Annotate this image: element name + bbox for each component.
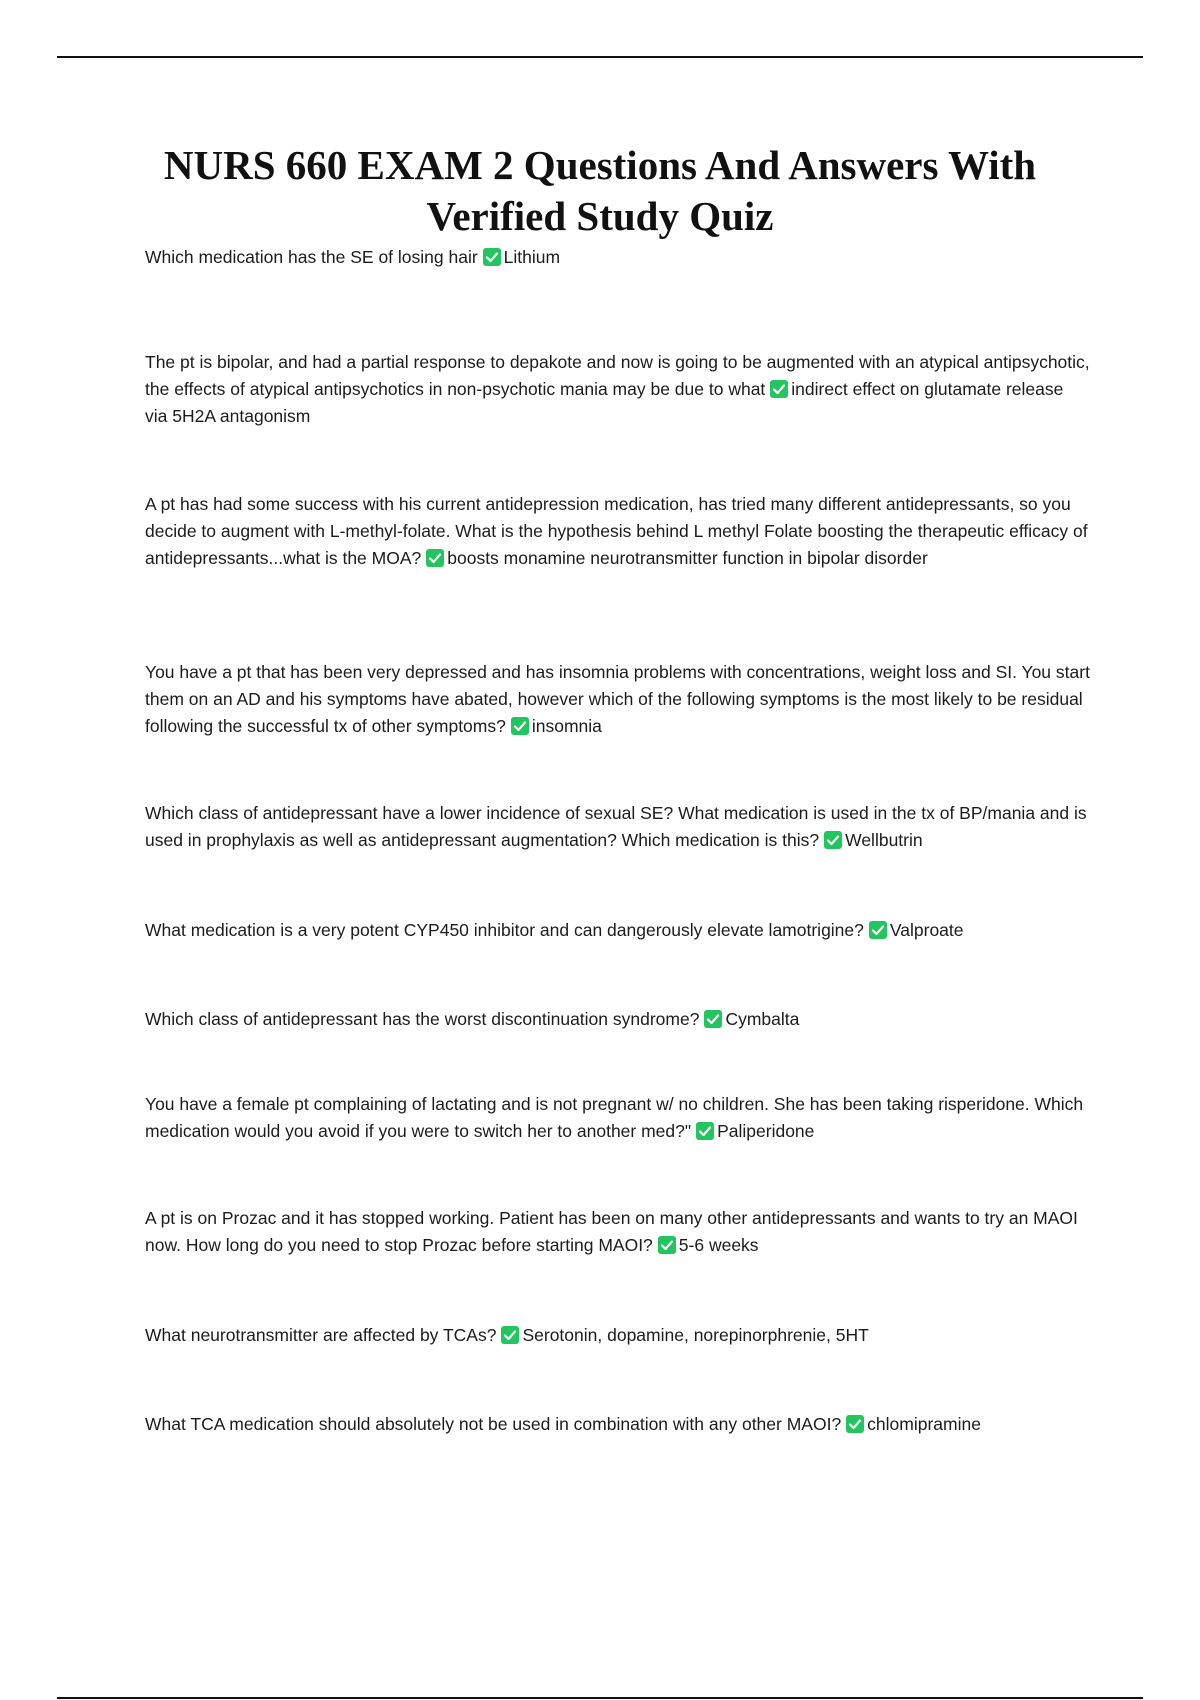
answer-text: Cymbalta bbox=[725, 1009, 800, 1029]
question-text: You have a pt that has been very depressed and has insomnia problems with concentrations, weight loss and SI. You start them on an AD and his symptoms have abated, however which of the following symptoms is the most likely to be residual following the successful tx of other symptoms? bbox=[145, 662, 1090, 736]
check-mark-icon bbox=[824, 831, 842, 849]
answer-text: Lithium bbox=[503, 247, 561, 267]
check-mark-icon bbox=[869, 921, 887, 939]
qa-item bbox=[145, 349, 1090, 430]
question-text: You have a female pt complaining of lactating and is not pregnant w/ no children. She has been taking risperidone. Which medication would you avoid if you were to switch her to another med?" bbox=[145, 1094, 1084, 1141]
check-mark-icon bbox=[501, 1326, 519, 1344]
qa-item bbox=[145, 1322, 1090, 1349]
question-text: The pt is bipolar, and had a partial response to depakote and now is going to be augmented with an atypical antipsychotic, the effects of atypical antipsychotics in non-psychotic mania may be due to what bbox=[145, 352, 1090, 399]
answer-text: boosts monamine neurotransmitter function in bipolar disorder bbox=[447, 548, 928, 568]
check-mark-icon bbox=[704, 1010, 722, 1028]
check-mark-icon bbox=[426, 549, 444, 567]
check-mark-icon bbox=[658, 1236, 676, 1254]
question-text: A pt has had some success with his current antidepression medication, has tried many different antidepressants, so you decide to augment with L-methyl-folate. What is the hypothesis behind L methyl Folate boosting the therapeutic efficacy of antidepressants...what is the MOA? bbox=[145, 494, 1088, 568]
check-mark-icon bbox=[846, 1415, 864, 1433]
top-rule bbox=[57, 56, 1143, 58]
answer-text: Wellbutrin bbox=[845, 830, 923, 850]
question-text: Which class of antidepressant have a lower incidence of sexual SE? What medication is used in the tx of BP/mania and is used in prophylaxis as well as antidepressant augmentation? Which medication is this? bbox=[145, 803, 1087, 850]
answer-text: Valproate bbox=[889, 920, 964, 940]
qa-item bbox=[145, 1091, 1090, 1145]
qa-item bbox=[145, 659, 1090, 740]
qa-item bbox=[145, 800, 1090, 854]
question-text: Which class of antidepressant has the worst discontinuation syndrome? bbox=[145, 1009, 700, 1029]
check-mark-icon bbox=[696, 1122, 714, 1140]
check-mark-icon bbox=[511, 717, 529, 735]
qa-item bbox=[145, 491, 1090, 572]
qa-item bbox=[145, 1006, 1090, 1033]
check-mark-icon bbox=[770, 380, 788, 398]
answer-text: insomnia bbox=[531, 716, 602, 736]
question-text: A pt is on Prozac and it has stopped working. Patient has been on many other antidepressants and wants to try an MAOI now. How long do you need to stop Prozac before starting MAOI? bbox=[145, 1208, 1078, 1255]
check-mark-icon bbox=[483, 248, 501, 266]
answer-text: indirect effect on glutamate release via 5H2A antagonism bbox=[145, 379, 1064, 426]
qa-item bbox=[145, 917, 1090, 944]
qa-item bbox=[145, 1411, 1090, 1438]
question-text: Which medication has the SE of losing hair bbox=[145, 247, 478, 267]
qa-item bbox=[145, 244, 1090, 271]
bottom-rule bbox=[57, 1697, 1143, 1699]
answer-text: Serotonin, dopamine, norepinorphrenie, 5HT bbox=[522, 1325, 869, 1345]
qa-item bbox=[145, 1205, 1090, 1259]
answer-text: chlomipramine bbox=[867, 1414, 981, 1434]
question-text: What TCA medication should absolutely not be used in combination with any other MAOI? bbox=[145, 1414, 842, 1434]
answer-text: 5-6 weeks bbox=[678, 1235, 759, 1255]
question-text: What medication is a very potent CYP450 inhibitor and can dangerously elevate lamotrigine? bbox=[145, 920, 864, 940]
document-title: NURS 660 EXAM 2 Questions And Answers With Verified Study Quiz bbox=[163, 142, 1037, 239]
answer-text: Paliperidone bbox=[717, 1121, 815, 1141]
question-text: What neurotransmitter are affected by TCAs? bbox=[145, 1325, 497, 1345]
